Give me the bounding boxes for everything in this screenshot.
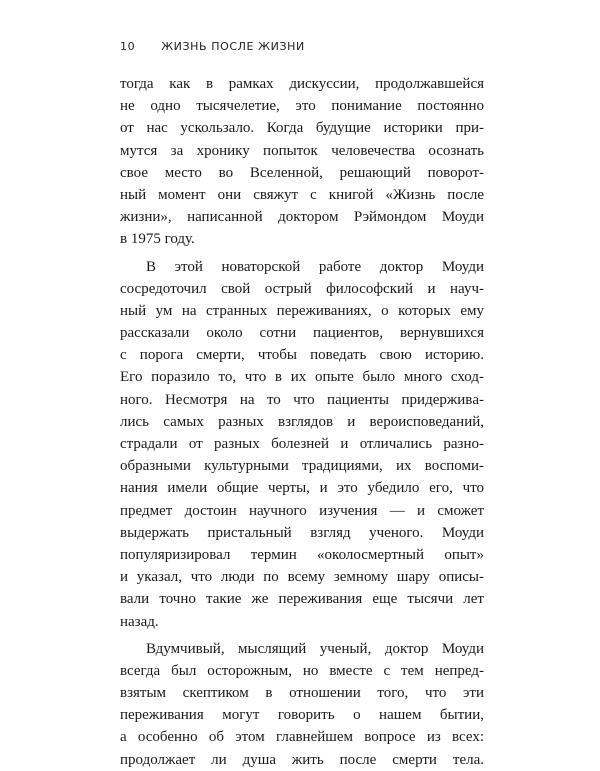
text-line: взятым скептиком в отношении того, что эти: [120, 685, 484, 702]
text-line: образными культурными традициями, их воспоми-: [120, 458, 484, 475]
text-line: продолжает ли душа жить после смерти тела.: [120, 751, 484, 768]
text-line: Его поразило то, что в их опыте было много сход-: [120, 369, 484, 386]
text-line: жизни», написанной доктором Рэймондом Моуди: [120, 209, 484, 226]
running-title: ЖИЗНЬ ПОСЛЕ ЖИЗНИ: [161, 40, 305, 53]
text-line: выдержать пристальный взгляд ученого. Моуди: [120, 524, 484, 541]
text-line: с порога смерти, чтобы поведать свою историю.: [120, 347, 484, 364]
text-line: свое место во Вселенной, решающий поворот-: [120, 164, 484, 181]
text-line: предмет достоин научного изучения — и сможет: [120, 502, 484, 519]
text-line: страдали от разных болезней и отличались разно-: [120, 436, 484, 452]
text-line: а особенно об этом главнейшем вопросе из всех:: [120, 729, 484, 746]
text-line: нания имели общие черты, и это убедило его, что: [120, 480, 484, 497]
text-line: Вдумчивый, мыслящий ученый, доктор Моуди: [146, 640, 484, 657]
text-line: в 1975 году.: [120, 231, 195, 248]
page-number: 10: [120, 40, 136, 53]
text-line: сосредоточил свой острый философский и науч-: [120, 280, 484, 297]
body-text: [120, 73, 484, 771]
text-line: вали точно такие же переживания еще тысячи лет: [120, 591, 484, 608]
text-line: назад.: [120, 613, 159, 630]
text-line: переживания могут говорить о нашем бытии,: [120, 707, 484, 724]
text-line: и указал, что люди по всему земному шару описы-: [120, 569, 484, 586]
text-line: В этой новаторской работе доктор Моуди: [146, 258, 484, 275]
text-line: лись самых разных взглядов и вероисповеданий,: [120, 413, 484, 430]
running-head: [120, 40, 305, 53]
text-line: от нас ускользало. Когда будущие историки при-: [120, 120, 484, 137]
text-line: всегда был осторожным, но вместе с тем непред-: [120, 662, 484, 679]
paragraph-3: [120, 638, 484, 771]
paragraph-2: [120, 256, 484, 633]
text-line: ный ум на странных переживаниях, о которых ему: [120, 302, 484, 319]
text-line: ный момент они свяжут с книгой «Жизнь после: [120, 186, 484, 203]
text-line: рассказали около сотни пациентов, вернувшихся: [120, 325, 484, 342]
text-line: популяризировал термин «околосмертный опыт»: [120, 546, 484, 563]
text-line: не одно тысячелетие, это понимание постоянно: [120, 98, 484, 115]
paragraph-1: [120, 73, 484, 251]
text-line: ного. Несмотря на то что пациенты придерживa-: [120, 391, 484, 408]
text-line: тогда как в рамках дискуссии, продолжавшейся: [120, 76, 484, 92]
text-line: мутся за хронику попыток человечества осознать: [120, 142, 484, 159]
